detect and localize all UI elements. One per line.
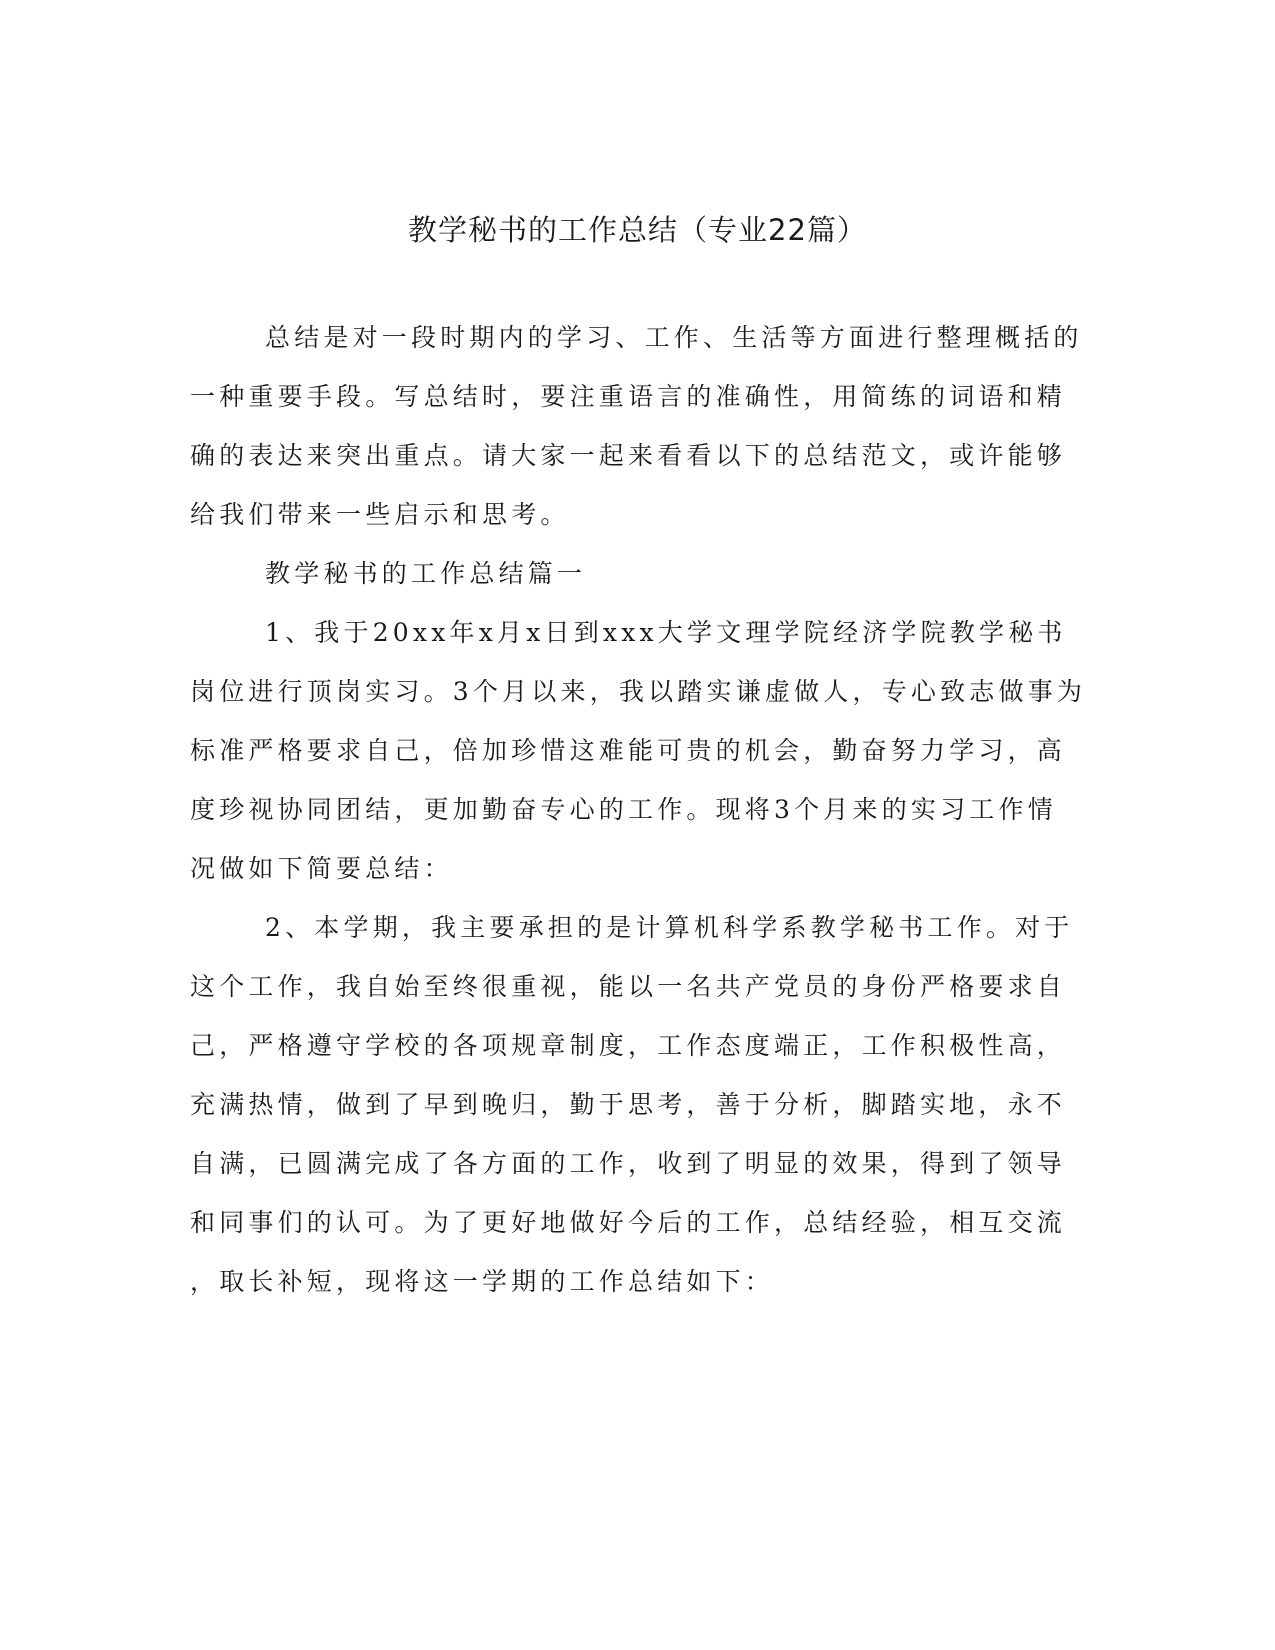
paragraph-line: 己，严格遵守学校的各项规章制度，工作态度端正，工作积极性高， [190,1031,1067,1060]
paragraph-line: ，取长补短，现将这一学期的工作总结如下： [190,1267,775,1296]
paragraph-line: 1、我于20xx年x月x日到xxx大学文理学院经济学院教学秘书 [265,618,1067,647]
paragraph-line: 充满热情，做到了早到晚归，勤于思考，善于分析，脚踏实地，永不 [190,1090,1067,1119]
document-title: 教学秘书的工作总结（专业22篇） [408,213,867,247]
paragraph-line: 况做如下简要总结： [190,854,453,883]
paragraph-line: 确的表达来突出重点。请大家一起来看看以下的总结范文，或许能够 [190,441,1067,470]
paragraph-line: 2、本学期，我主要承担的是计算机科学系教学秘书工作。对于 [265,913,1074,942]
paragraph-line: 和同事们的认可。为了更好地做好今后的工作，总结经验，相互交流 [190,1208,1067,1237]
paragraph-line: 标准严格要求自己，倍加珍惜这难能可贵的机会，勤奋努力学习，高 [190,736,1067,765]
section-heading: 教学秘书的工作总结篇一 [265,559,587,588]
paragraph-line: 这个工作，我自始至终很重视，能以一名共产党员的身份严格要求自 [190,972,1067,1001]
paragraph-line: 自满，已圆满完成了各方面的工作，收到了明显的效果，得到了领导 [190,1149,1067,1178]
paragraph-line: 度珍视协同团结，更加勤奋专心的工作。现将3个月来的实习工作情 [190,795,1057,824]
paragraph-line: 给我们带来一些启示和思考。 [190,500,570,529]
paragraph-line: 岗位进行顶岗实习。3个月以来，我以踏实谦虚做人，专心致志做事为 [190,677,1087,706]
paragraph-line: 一种重要手段。写总结时，要注重语言的准确性，用简练的词语和精 [190,382,1067,411]
paragraph-line: 总结是对一段时期内的学习、工作、生活等方面进行整理概括的 [265,323,1083,352]
